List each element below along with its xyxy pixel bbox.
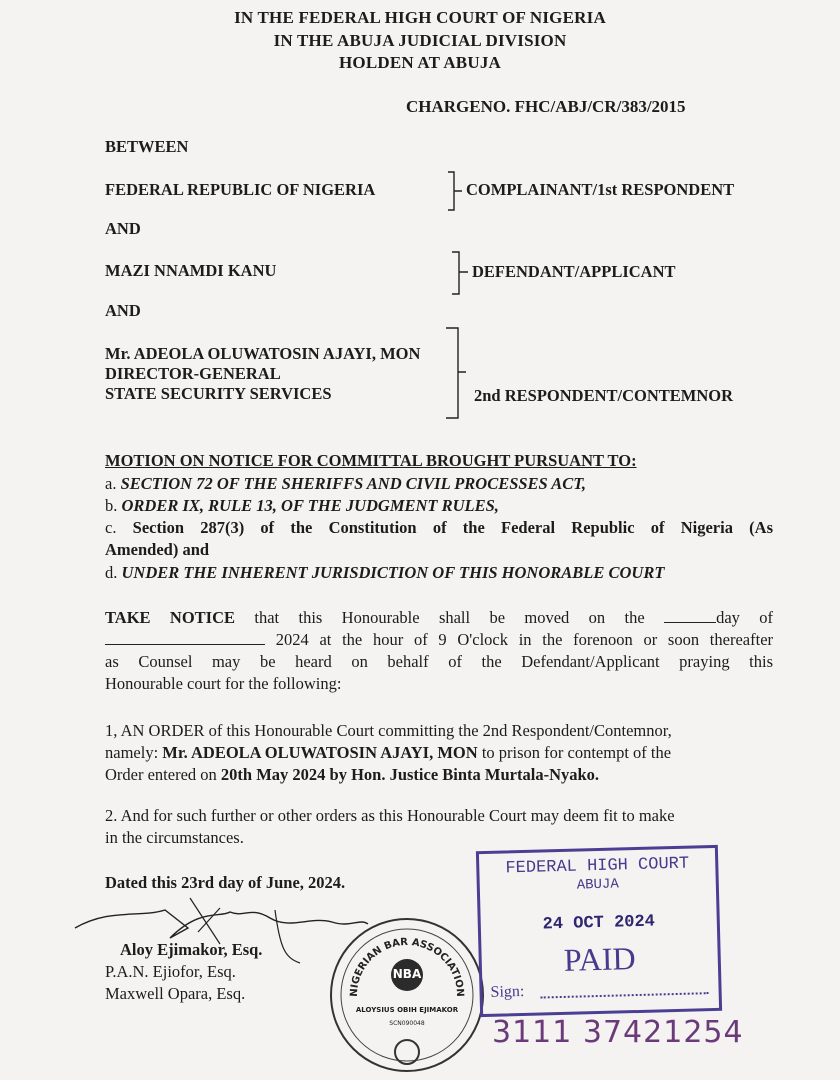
order-1-line-3 — [105, 765, 599, 785]
order-1-date-judge: 20th May 2024 by Hon. Justice Binta Murtala-Nyako. — [220, 765, 600, 784]
order-1-entered: Order entered on — [105, 765, 217, 784]
counsel-1: Aloy Ejimakor, Esq. — [120, 940, 263, 959]
notice-day-of: day of — [716, 608, 774, 627]
seal-name: ALOYSIUS OBIH EJIMAKOR — [355, 1006, 459, 1014]
nba-seal — [330, 918, 484, 1072]
and-label-2: AND — [105, 301, 141, 320]
complainant-role: COMPLAINANT/1st RESPONDENT — [466, 180, 735, 199]
month-blank — [105, 630, 265, 645]
order-1-line-1: 1, AN ORDER of this Honourable Court committing the 2nd Respondent/Contemnor, — [105, 721, 672, 740]
motion-heading: MOTION ON NOTICE FOR COMMITTAL BROUGHT PURSUANT TO: — [105, 451, 637, 470]
holden-at: HOLDEN AT ABUJA — [338, 53, 502, 72]
court-name: IN THE FEDERAL HIGH COURT OF NIGERIA — [234, 8, 606, 27]
defendant-role: DEFENDANT/APPLICANT — [472, 262, 676, 281]
brace-icon — [450, 250, 470, 296]
contemnor-title: DIRECTOR-GENERAL — [105, 364, 281, 383]
seal-center: NBA — [392, 967, 422, 981]
stamp-court: FEDERAL HIGH COURT — [505, 854, 690, 879]
court-stamp — [476, 845, 722, 1017]
seal-ring-icon — [332, 920, 482, 1070]
ground-d-text: UNDER THE INHERENT JURISDICTION OF THIS HONORABLE COURT — [121, 563, 665, 582]
complainant-name: FEDERAL REPUBLIC OF NIGERIA — [105, 180, 376, 199]
charge-number: CHARGENO. FHC/ABJ/CR/383/2015 — [406, 97, 686, 116]
take-notice-label: TAKE NOTICE — [105, 608, 235, 627]
counsel-2: P.A.N. Ejiofor, Esq. — [105, 962, 236, 981]
ground-c — [105, 518, 773, 538]
ground-d — [105, 563, 664, 583]
handwritten-number: 3111 37421254 — [492, 1015, 744, 1050]
order-1-prison: to prison for contempt of the — [481, 743, 672, 762]
order-1-namely: namely: — [105, 743, 159, 762]
brace-icon — [444, 326, 468, 420]
stamp-paid: PAID — [563, 940, 637, 978]
stamp-abuja: ABUJA — [576, 876, 619, 894]
stamp-sign-line — [541, 992, 709, 998]
defendant-name: MAZI NNAMDI KANU — [105, 261, 277, 280]
brace-icon — [446, 170, 464, 212]
notice-text-2: 2024 at the hour of 9 O'clock in the forenoon or soon thereafter — [275, 630, 774, 649]
ground-c-prefix: c. — [105, 518, 117, 537]
order-2-line-1: 2. And for such further or other orders as this Honourable Court may deem fit to make — [105, 806, 675, 825]
notice-line-4: Honourable court for the following: — [105, 674, 342, 693]
notice-line-2 — [105, 630, 773, 650]
ground-b-text: ORDER IX, RULE 13, OF THE JUDGMENT RULES, — [121, 496, 499, 515]
notice-text-1: that this Honourable shall be moved on the — [254, 608, 645, 627]
stamp-sign-label: Sign: — [490, 982, 525, 1001]
and-label-1: AND — [105, 219, 141, 238]
seal-arc-text: NIGERIAN BAR ASSOCIATION — [348, 936, 466, 998]
contemnor-role: 2nd RESPONDENT/CONTEMNOR — [474, 386, 733, 405]
ground-b-prefix: b. — [105, 496, 118, 515]
between-label: BETWEEN — [105, 137, 189, 156]
contemnor-name: Mr. ADEOLA OLUWATOSIN AJAYI, MON — [105, 344, 421, 363]
day-blank — [664, 608, 716, 623]
stamp-date: 24 OCT 2024 — [542, 912, 656, 935]
ground-a — [105, 474, 586, 494]
ground-a-text: SECTION 72 OF THE SHERIFFS AND CIVIL PROCESSES ACT, — [120, 474, 586, 493]
dated-line: Dated this 23rd day of June, 2024. — [105, 873, 346, 892]
order-1-contemnor: Mr. ADEOLA OLUWATOSIN AJAYI, MON — [162, 743, 478, 762]
contemnor-agency: STATE SECURITY SERVICES — [105, 384, 332, 403]
ground-b — [105, 496, 499, 516]
seal-number: SCN090048 — [389, 1020, 425, 1027]
ground-c-text: Section 287(3) of the Constitution of the Federal Republic of Nigeria (As — [132, 518, 773, 537]
notice-line-3: as Counsel may be heard on behalf of the Defendant/Applicant praying this — [105, 652, 773, 671]
order-1-line-2 — [105, 743, 671, 763]
notice-line-1 — [105, 608, 773, 628]
judicial-division: IN THE ABUJA JUDICIAL DIVISION — [273, 31, 567, 50]
ground-c-cont: Amended) and — [105, 540, 210, 559]
ground-d-prefix: d. — [105, 563, 118, 582]
order-2-line-2: in the circumstances. — [105, 828, 244, 847]
ground-a-prefix: a. — [105, 474, 117, 493]
counsel-3: Maxwell Opara, Esq. — [105, 984, 246, 1003]
